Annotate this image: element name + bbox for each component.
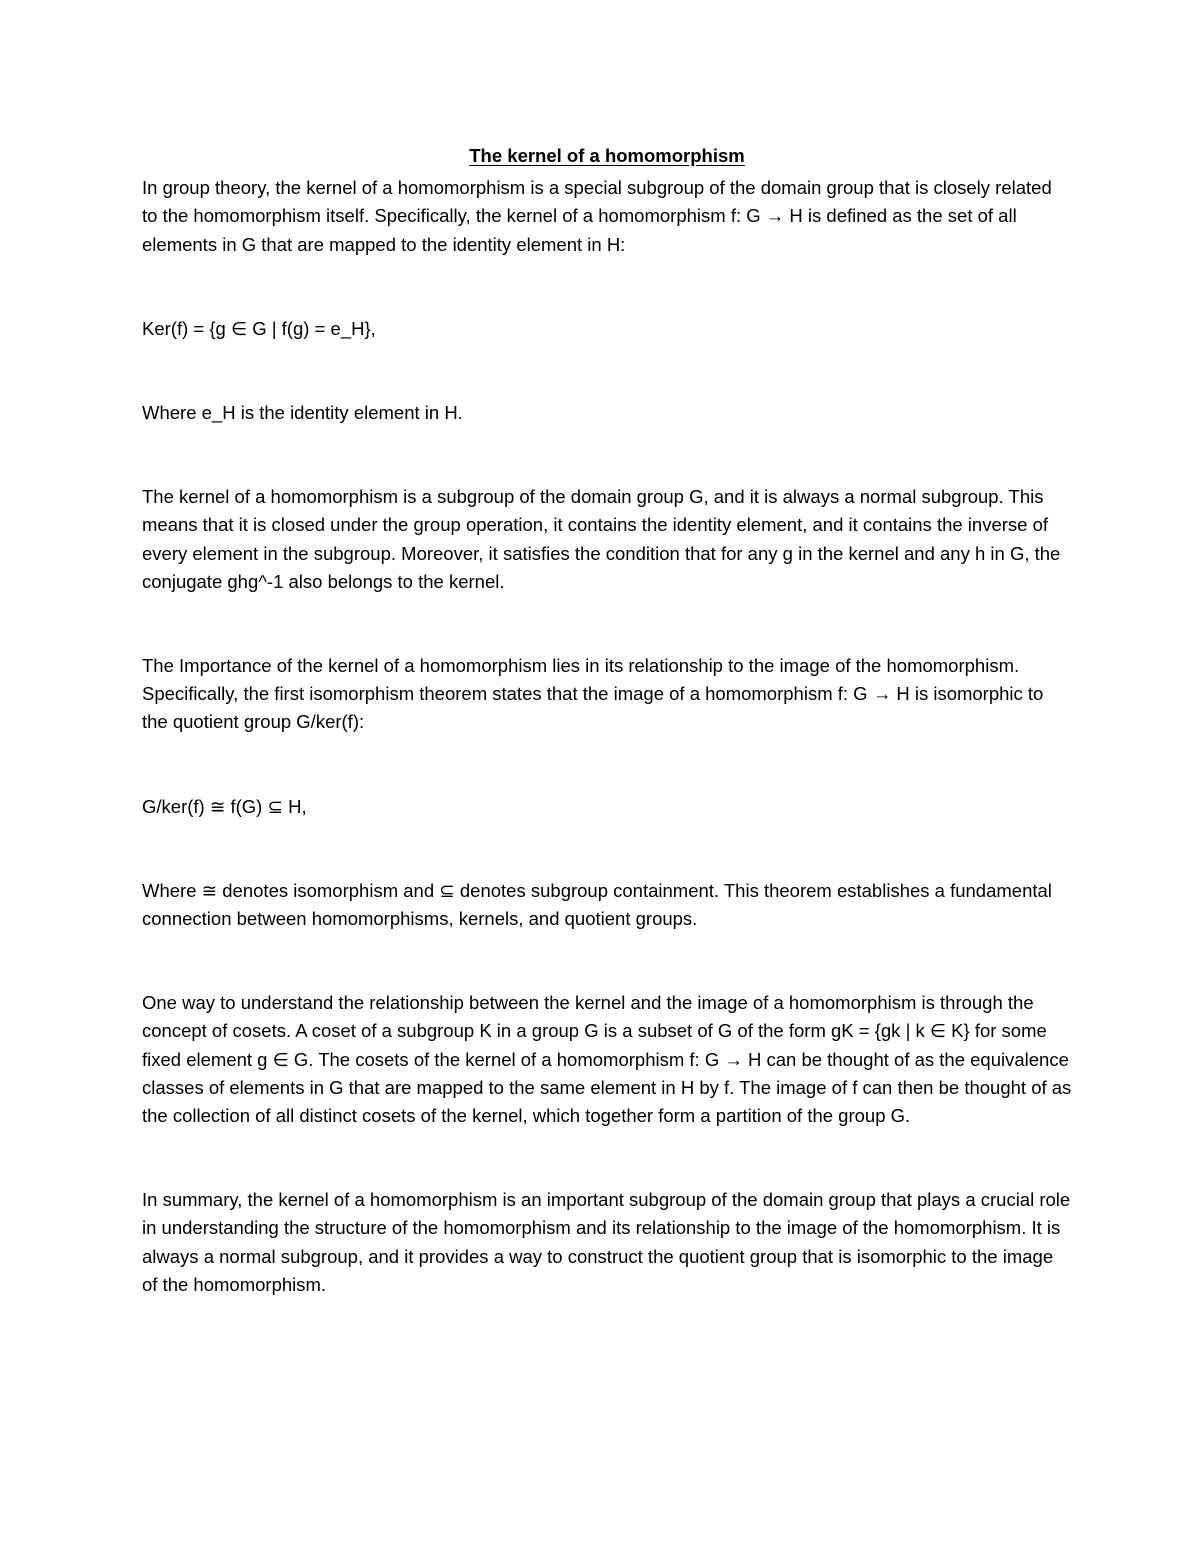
document-body [142,142,1072,1299]
document-title: The kernel of a homomorphism [469,145,745,166]
paragraph-intro: In group theory, the kernel of a homomorphism is a special subgroup of the domain group that is closely related to the homomorphism itself. Specifically, the kernel of a homomorphism f: G → H is defined as the set of all elements in G that are mapped to the identity element in H: [142,177,1052,255]
isomorphism-theorem-formula: G/ker(f) ≅ f(G) ⊆ H, [142,795,307,817]
paragraph-theorem-note: Where ≅ denotes isomorphism and ⊆ denotes subgroup containment. This theorem establishes a fundamental connection between homomorphisms, kernels, and quotient groups. [142,879,1052,930]
kernel-definition-formula: Ker(f) = {g ∈ G | f(g) = e_H}, [142,317,376,339]
paragraph-normal-subgroup: The kernel of a homomorphism is a subgroup of the domain group G, and it is always a normal subgroup. This means that it is closed under the group operation, it contains the identity element, and it contains the inverse of every element in the subgroup. Moreover, it satisfies the condition that for any g in the kernel and any h in G, the conjugate ghg^-1 also belongs to the kernel. [142,486,1061,592]
paragraph-identity-note: Where e_H is the identity element in H. [142,402,463,424]
paragraph-importance: The Importance of the kernel of a homomorphism lies in its relationship to the image of the homomorphism. Specifically, the first isomorphism theorem states that the image of a homomorphism f: G → H is isomorphic to the quotient group G/ker(f): [142,655,1044,733]
paragraph-cosets: One way to understand the relationship between the kernel and the image of a homomorphism is through the concept of cosets. A coset of a subgroup K in a group G is a subset of G of the form gK = {gk | k ∈ K} for some fixed element g ∈ G. The cosets of the kernel of a homomorphism f: G → H can be thought of as the equivalence classes of elements in G that are mapped to the same element in H by f. The image of f can then be thought of as the collection of all distinct cosets of the kernel, which together form a partition of the group G. [142,992,1072,1127]
paragraph-summary: In summary, the kernel of a homomorphism is an important subgroup of the domain group that plays a crucial role in understanding the structure of the homomorphism and its relationship to the image of the homomorphism. It is always a normal subgroup, and it provides a way to construct the quotient group that is isomorphic to the image of the homomorphism. [142,1189,1071,1295]
